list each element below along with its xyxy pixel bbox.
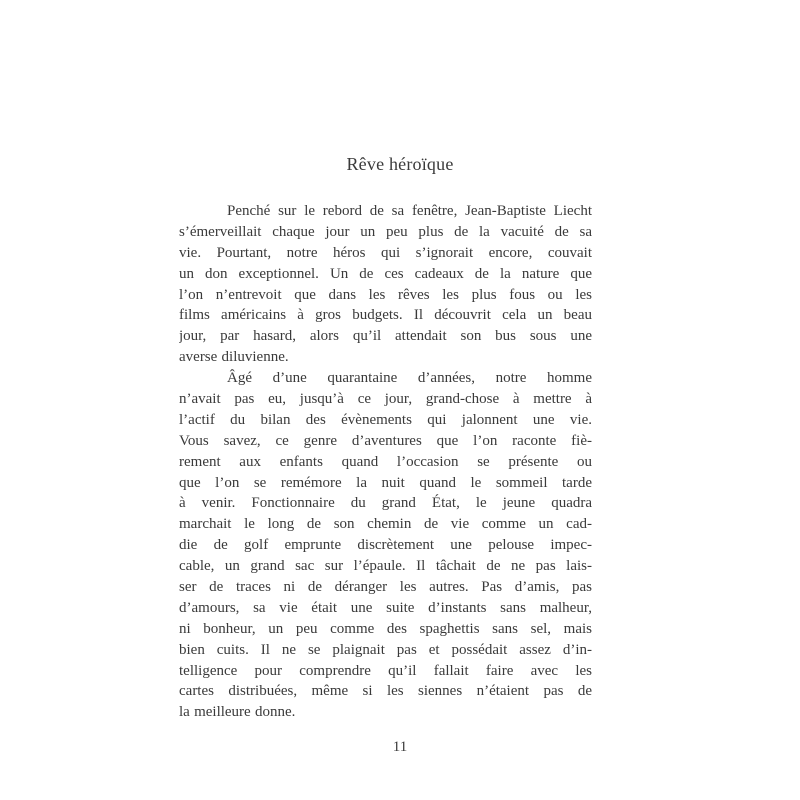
body-line: ser de traces ni de déranger les autres. Pas d’amis, pas <box>179 579 592 596</box>
body-line: s’émerveillait chaque jour un peu plus de la vacuité de sa <box>179 223 592 240</box>
body-line: die de golf emprunte discrètement une pelouse impec- <box>179 537 592 554</box>
body-line: telligence pour comprendre qu’il fallait faire avec les <box>179 662 592 679</box>
body-line: cartes distribuées, même si les siennes n’étaient pas de <box>179 683 592 700</box>
text-block <box>179 201 592 723</box>
body-line: d’amours, sa vie était une suite d’instants sans malheur, <box>179 599 592 616</box>
body-line: bien cuits. Il ne se plaignait pas et possédait assez d’in- <box>179 641 592 658</box>
body-line: jour, par hasard, alors qu’il attendait son bus sous une <box>179 328 592 345</box>
paragraph <box>179 201 592 368</box>
body-line: n’avait pas eu, jusqu’à ce jour, grand-chose à mettre à <box>179 391 592 408</box>
body-line: averse diluvienne. <box>179 349 289 366</box>
body-line: rement aux enfants quand l’occasion se présente ou <box>179 453 592 470</box>
body-line: que l’on se remémore la nuit quand le sommeil tarde <box>179 474 592 491</box>
body-line: Âgé d’une quarantaine d’années, notre homme <box>227 370 592 387</box>
body-line: à venir. Fonctionnaire du grand État, le jeune quadra <box>179 495 592 512</box>
body-line: l’actif du bilan des évènements qui jalonnent une vie. <box>179 411 592 428</box>
body-line: Vous savez, ce genre d’aventures que l’on raconte fiè- <box>179 432 592 449</box>
body-line: marchait le long de son chemin de vie comme un cad- <box>179 516 592 533</box>
body-line: cable, un grand sac sur l’épaule. Il tâchait de ne pas lais- <box>179 558 592 575</box>
body-line: un don exceptionnel. Un de ces cadeaux de la nature que <box>179 265 592 282</box>
body-line: Penché sur le rebord de sa fenêtre, Jean-Baptiste Liecht <box>227 203 592 219</box>
page-number: 11 <box>392 739 408 755</box>
body-line: films américains à gros budgets. Il découvrit cela un beau <box>179 307 592 324</box>
body-line: ni bonheur, un peu comme des spaghettis sans sel, mais <box>179 620 592 637</box>
body-line: vie. Pourtant, notre héros qui s’ignorait encore, couvait <box>179 244 592 261</box>
paragraph <box>179 368 592 723</box>
body-line: l’on n’entrevoit que dans les rêves les plus fous ou les <box>179 286 592 303</box>
body-line: la meilleure donne. <box>179 704 296 721</box>
chapter-title: Rêve héroïque <box>346 154 454 174</box>
